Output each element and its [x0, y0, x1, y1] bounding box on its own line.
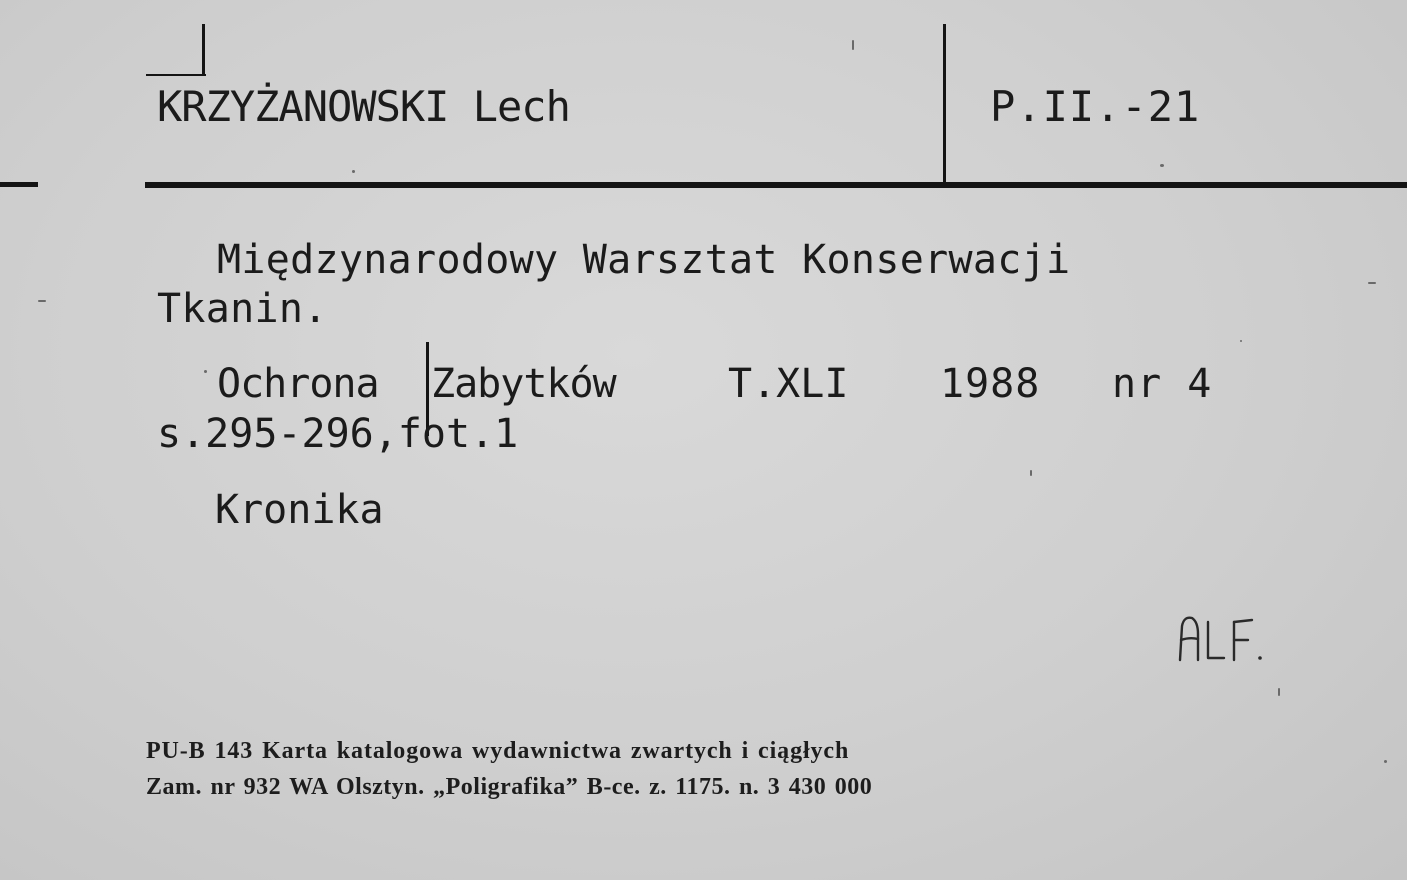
- title-line-1: Międzynarodowy Warsztat Konserwacji: [217, 237, 1071, 283]
- dust-speck: [1160, 164, 1164, 167]
- header-left-stub-rule: [0, 182, 38, 187]
- header-main-rule: [145, 182, 1407, 188]
- section-label: Kronika: [215, 487, 384, 533]
- title-line-2: Tkanin.: [157, 286, 328, 332]
- call-number: P.II.-21: [990, 82, 1201, 131]
- footer-line-1: PU-B 143 Karta katalogowa wydawnictwa zwartych i ciągłych: [146, 738, 850, 764]
- source-journal: Ochrona: [217, 361, 379, 407]
- source-journal-2: Zabytków: [431, 361, 616, 407]
- header-tick-mark: [202, 24, 205, 76]
- dust-speck: [204, 370, 207, 373]
- header-short-rule: [146, 74, 206, 76]
- dust-speck: [1368, 282, 1376, 284]
- source-year: 1988: [940, 361, 1041, 407]
- dust-speck: [1240, 340, 1242, 342]
- source-pages: s.295-296,fot.1: [157, 411, 519, 457]
- dust-speck: [852, 40, 854, 50]
- source-volume: T.XLI: [728, 361, 849, 407]
- dust-speck: [1384, 760, 1387, 763]
- dust-speck: [1030, 470, 1032, 476]
- source-issue: nr 4: [1112, 361, 1213, 407]
- dust-speck: [38, 300, 46, 302]
- dust-speck: [352, 170, 355, 173]
- header-vertical-divider: [943, 24, 946, 182]
- footer-line-2: Zam. nr 932 WA Olsztyn. „Poligrafika” B-ce. z. 1175. n. 3 430 000: [146, 774, 873, 800]
- author-heading: KRZYŻANOWSKI Lech: [157, 82, 570, 131]
- dust-speck: [1278, 688, 1280, 696]
- handwritten-note-icon: [1176, 612, 1266, 664]
